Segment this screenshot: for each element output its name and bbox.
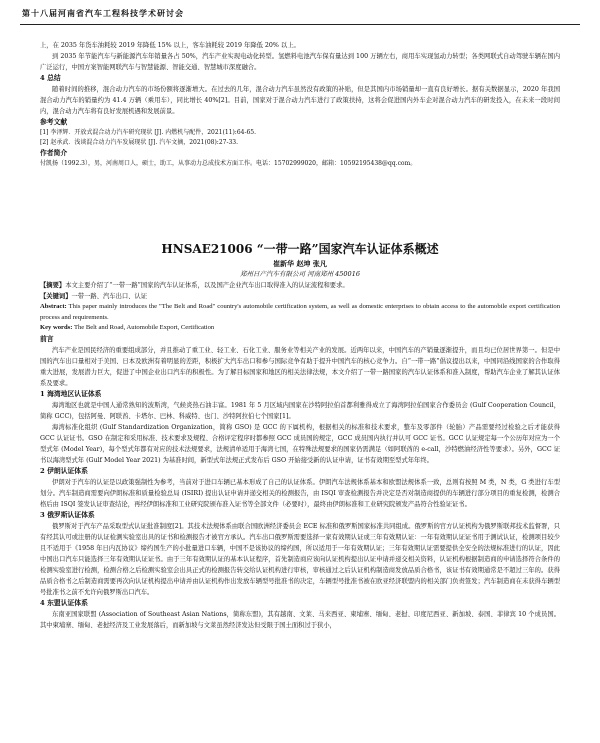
keywords-label: 【关键词】: [40, 293, 72, 300]
iran-heading: 2 伊朗认证体系: [40, 466, 88, 475]
previous-article-section: [40, 40, 560, 169]
gulf-heading: 1 海湾地区认证体系: [40, 389, 102, 398]
en-keywords-text: The Belt and Road, Automobile Export, Certification: [73, 324, 215, 331]
prev-paragraph: 到 2035 年节能汽车与新能源汽车年销量各占 50%，汽车产业实现电动化转型。氢燃料电池汽车保有量达到 100 万辆左右，商用车实现氢动力转型；各类网联式自动驾驶车辆在国内广泛运行，中国方案智能网联汽车与智慧能源、智能交通、智慧城市深度融合。: [40, 53, 560, 71]
author-bio: 付凯扬（1992.3），男，河南周口人，硕士，助工，从事动力总成技术方面工作。电话：15702999020，邮箱：10592195438@qq.com。: [40, 160, 417, 167]
asean-heading: 4 东盟认证体系: [40, 598, 88, 607]
reference-item: [1] 李泽辉．开放式混合动力汽车研究现状 [J]. 内燃机与配件，2021(11):64-65.: [40, 129, 257, 136]
en-abstract-text: This paper mainly introduces the "The Belt and Road" country's automobile certification system, as well as domestic enterprises to obtain access to the automobile export certification process and requirements.: [40, 303, 560, 321]
keywords-cn: [40, 291, 560, 302]
gulf-paragraph: 海湾标准化组织 (Gulf Standardization Organization，简称 GSO) 是 GCC 的下属机构，根据相关的标准和技术要求，整车及零部件（轮胎）产品需要经过检验之后才能获得 GCC 认证证书。GSO 在制定和采用标准、技术要求及规程、合格评定程序时都参照 GCC 成员国的规定，GCC 成员国内执行并认可 GCC 证书。GCC 认证规定每一个公历年对应为一个型式年 (Model Year)，每个型式年都有对应的技术法规要求，法规清单适用于海湾七国，在特殊法规要求的国家仍需满足（如阿联酋的 e-call，沙特燃油经济性等要求）。另外，GCC 证书以海湾型式年 (Gulf Model Year 2021) 为基准时间，新型式年法规正式发布后 GSO 开始接受新的认证申请，证书有效期至型式年年终。: [40, 423, 560, 464]
article-section: [40, 240, 560, 631]
author-heading: 作者简介: [40, 149, 68, 157]
en-keywords-label: Key words:: [40, 324, 73, 331]
prev-paragraph: 上，在 2035 年货车油耗较 2019 年降低 15% 以上，客车油耗较 2019 年降低 20% 以上。: [40, 42, 300, 49]
abstract-cn: [40, 280, 560, 291]
abstract-text: 本文主要介绍了“一带一路”国家的汽车认证体系，以及国产企业汽车出口取得准入的认证流程和要求。: [65, 282, 349, 289]
journal-header: 第十八届河南省汽车工程科技学术研讨会: [22, 8, 184, 18]
gulf-paragraph: 海湾地区也就是中国人通常熟知的波斯湾，气候炎热石油丰富。1981 年 5 月区域内国家在沙特阿拉伯首都利雅得成立了海湾阿拉伯国家合作委员会 (Gulf Cooperation Council，简称 GCC)，包括阿曼、阿联酋、卡塔尔、巴林、科威特、也门、沙特阿拉伯七个国家[1]。: [40, 401, 560, 420]
keywords-en: [40, 323, 560, 334]
iran-paragraph: 伊朗对于汽车的认证是以政策强制性为参考，当前对于进口车辆已基本形成了自己的认证体系。伊朗汽车法规体系基本和欧盟法规体系一致，总则有按照 M 类，N 类，G 类进行车型划分。汽车制造商需要向伊朗标准和质量检验总局 (ISIRI) 提出认证申请并递交相关的检测报告，由 ISQI 审查检测报告并决定是否对制造商提供的车辆进行部分项目的重复检测，检测合格后由 ISQI 签发认证审查结论，再经伊朗标准和工业研究院颁布准入证书等全部文件（必要时），最终由伊朗标准和工业研究院颁发产品符合性验证证书。: [40, 478, 560, 508]
keywords-text: 一带一路、汽车出口、认证: [71, 293, 148, 300]
intro-paragraph: 汽车产业是国民经济的重要组成部分，并且推动了重工业、轻工业、石化工业、服务业等相关产业的发展。近两年以来，中国汽车的产销量逐渐提升，而且均已位居世界第一。但是中国的汽车出口量相对于美国、日本及欧洲有着明显的差距，积极扩大汽车出口和参与国际竞争有助于提升中国汽车的核心竞争力。自“一带一路”倡议提出以来，中国同沿线国家的合作取得重大进展，发展潜力巨大，促进了中国企业出口汽车的积极性。为了解目标国家和地区的相关法律法规，本文介绍了一带一路国家的汽车认证体系和准入制度，帮助汽车企业了解其认证体系及要求。: [40, 346, 560, 387]
section-heading: 4 总结: [40, 74, 61, 82]
article-affiliation: 郑州日产汽车有限公司 河南郑州 450016: [240, 270, 360, 278]
article-title: HNSAE21006 “一带一路”国家汽车认证体系概述: [161, 242, 439, 256]
russia-heading: 3 俄罗斯认证体系: [40, 510, 95, 519]
russia-paragraph: 俄罗斯对于汽车产品采取型式认证批准制度[2]。其技术法规体系由联合国欧洲经济委员会 ECE 标准和俄罗斯国家标准共同组成。俄罗斯的官方认证机构为俄罗斯联邦技术监督署，只有经其认可或注册的认证检测实验室出具的证书和检测报告才被官方承认。汽车出口俄罗斯需要选择一家有效期认证或三年有效期认证：一年有效期认证证书用于测试认证，检测项目较少且不适用于《1958 年日内瓦协议》缔约国生产的小批量进口车辆，中国不是该协议的缔约国，所以适用于一年有效期认证；三年有效期认证需要提供全安全的法规标准进行的认证，因此中国出口汽车只能选择三年有效期认证证书。由于三年有效期认证的基本认证程序，首先制造商应该向认证机构提出认证申请并递交相关资料，认证机构根据制造商的申请选择符合条件的检测实验室进行检测，检测合格之后检测实验室会出具正式的检测报告转交给认证机构进行审核，审核通过之后认证机构制造商发放品质合格书，该证书有效期通常是不超过三年的。获得品质合格书之后制造商需要再次向认证机构提出申请并由认证机构作出发放车辆型号批准书的决定，车辆型号批准书被在欧亚经济联盟内的相关部门负责签发；汽车制造商在未获得车辆型号批准书之前不允许向俄罗斯出口汽车。: [40, 522, 560, 596]
asean-paragraph: 东南亚国家联盟 (Association of Southeast Asian Nations，简称东盟)，其有越南、文莱、马来西亚、柬埔寨、缅甸、老挝、印度尼西亚、新加坡、泰国、菲律宾 10 个成员国。其中柬埔寨、缅甸、老挝经济及工业发展落后，而新加坡与文莱虽然经济发达但受限于国土面积过于狭小，: [40, 610, 560, 629]
article-authors: 崔新华 赵坤 张凡: [273, 259, 327, 268]
references-heading: 参考文献: [40, 118, 68, 126]
summary-paragraph: 随着时间的推移，混合动力汽车的市场份额将逐渐增大。在过去的几年，混合动力汽车虽然没有政策的补贴，但是其国内市场销量却一直有良好增长。据有关数据显示，2020 年我国混合动力汽车的销量约为 41.4 万辆（乘用车），同比增长 40%[2]。目前，国家对于混合动力汽车进行了政策扶持，这将会促进国内外车企对混合动力汽车的研发投入，在未来一段时间内，混合动力汽车将有良好发展机遇和发展前景。: [40, 86, 560, 115]
abstract-en: [40, 302, 560, 323]
abstract-label: 【摘要】: [40, 282, 66, 289]
intro-heading: 前言: [40, 334, 54, 343]
en-abstract-label: Abstract:: [40, 303, 67, 310]
reference-item: [2] 赵承武．浅谈混合动力汽车发展现状 [J]. 汽车文摘，2021(08):27-33.: [40, 139, 239, 146]
